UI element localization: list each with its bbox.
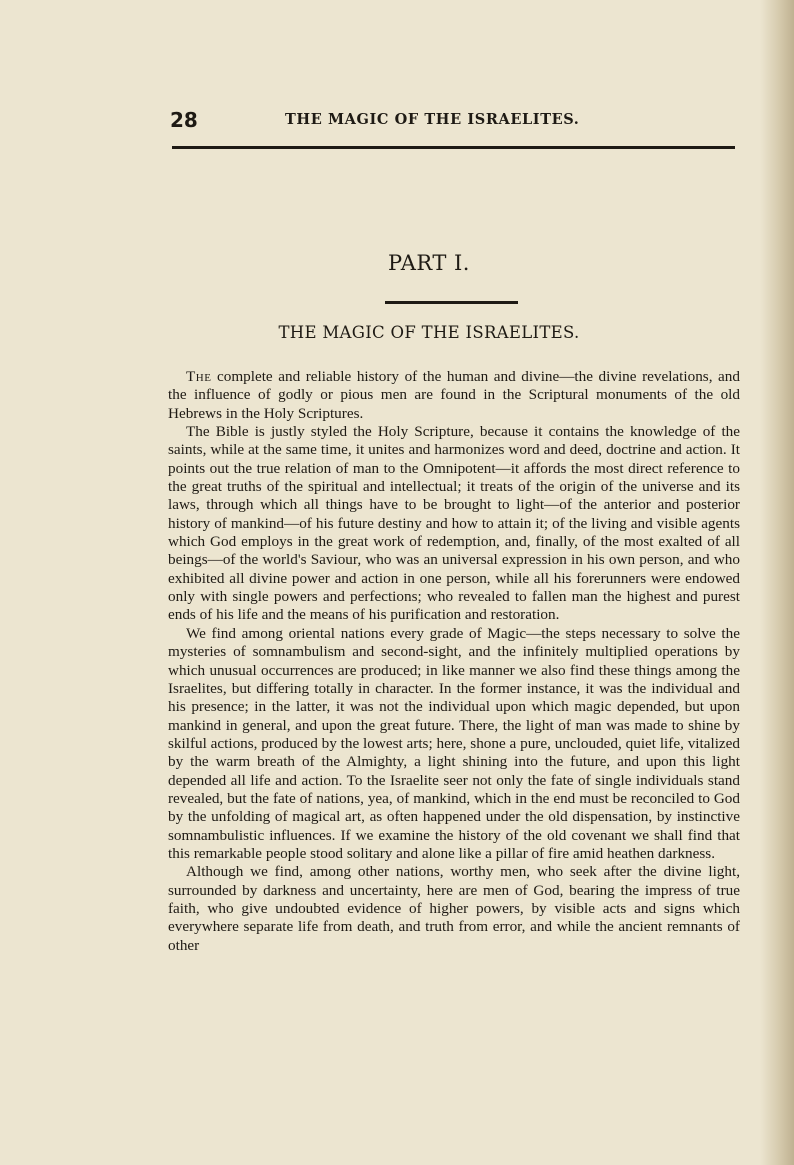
header-rule (172, 146, 735, 149)
chapter-title: THE MAGIC OF THE ISRAELITES. (278, 323, 580, 342)
page-edge-shadow (760, 0, 794, 1165)
section-rule (385, 301, 518, 304)
page-number: 28 (170, 108, 198, 132)
paragraph: We find among oriental nations every grade of Magic—the steps necessary to solve the mysteries of somnambulism and second-sight, and the infinitely multiplied operations by which unusual occurrences are produced; in like manner we also find these things among the Israelites, but differing totally in character. In the former instance, it was the individual and his presence; in the latter, it was not the individual upon which magic depended, but upon mankind in general, and upon the great future. There, the light of man was made to shine by skilful actions, produced by the lowest arts; here, shone a pure, unclouded, quiet life, vitalized by the warm breath of the Almighty, a light shining into the future, and upon this light depended all life and action. To the Israelite seer not only the fate of single individuals stand revealed, but the fate of nations, yea, of mankind, which in the end must be reconciled to God by the unfolding of magical art, as often happened under the old dispensation, by instinctive somnambulistic influences. If we examine the history of the old covenant we shall find that this remarkable people stood solitary and alone like a pillar of fire amid heathen darkness. (168, 624, 740, 862)
body-text (168, 368, 740, 955)
paragraph (168, 368, 740, 423)
paragraph-text: complete and reliable history of the human and divine—the divine revelations, and the influence of godly or pious men are found in the Scriptural monuments of the old Hebrews in the Holy Scriptures. (168, 368, 740, 422)
paragraph: Although we find, among other nations, worthy men, who seek after the divine light, surrounded by darkness and uncertainty, here are men of God, bearing the impress of true faith, who give undoubted evidence of higher powers, by visible acts and signs which everywhere separate life from death, and truth from error, and while the ancient remnants of other (168, 863, 740, 954)
part-heading: PART I. (388, 251, 470, 275)
paragraph: The Bible is justly styled the Holy Scripture, because it contains the knowledge of the saints, while at the same time, it unites and harmonizes word and deed, doctrine and action. It points out the true relation of man to the Omnipotent—it affords the most direct reference to the great truths of the spiritual and intellectual; it treats of the origin of the universe and its laws, through which all things have to be brought to light—of the anterior and posterior history of mankind—of his future destiny and how to attain it; of the living and visible agents which God employs in the great work of redemption, and, finally, of the most exalted of all beings—of the world's Saviour, who was an universal expression in his own person, and who exhibited all divine power and action in one person, while all his forerunners were endowed only with single powers and perfections; who revealed to fallen man the highest and purest ends of his life and the means of his purification and restoration. (168, 423, 740, 624)
running-title: THE MAGIC OF THE ISRAELITES. (285, 111, 580, 128)
paragraph-lead-word: The (186, 368, 212, 385)
running-head (170, 108, 742, 138)
